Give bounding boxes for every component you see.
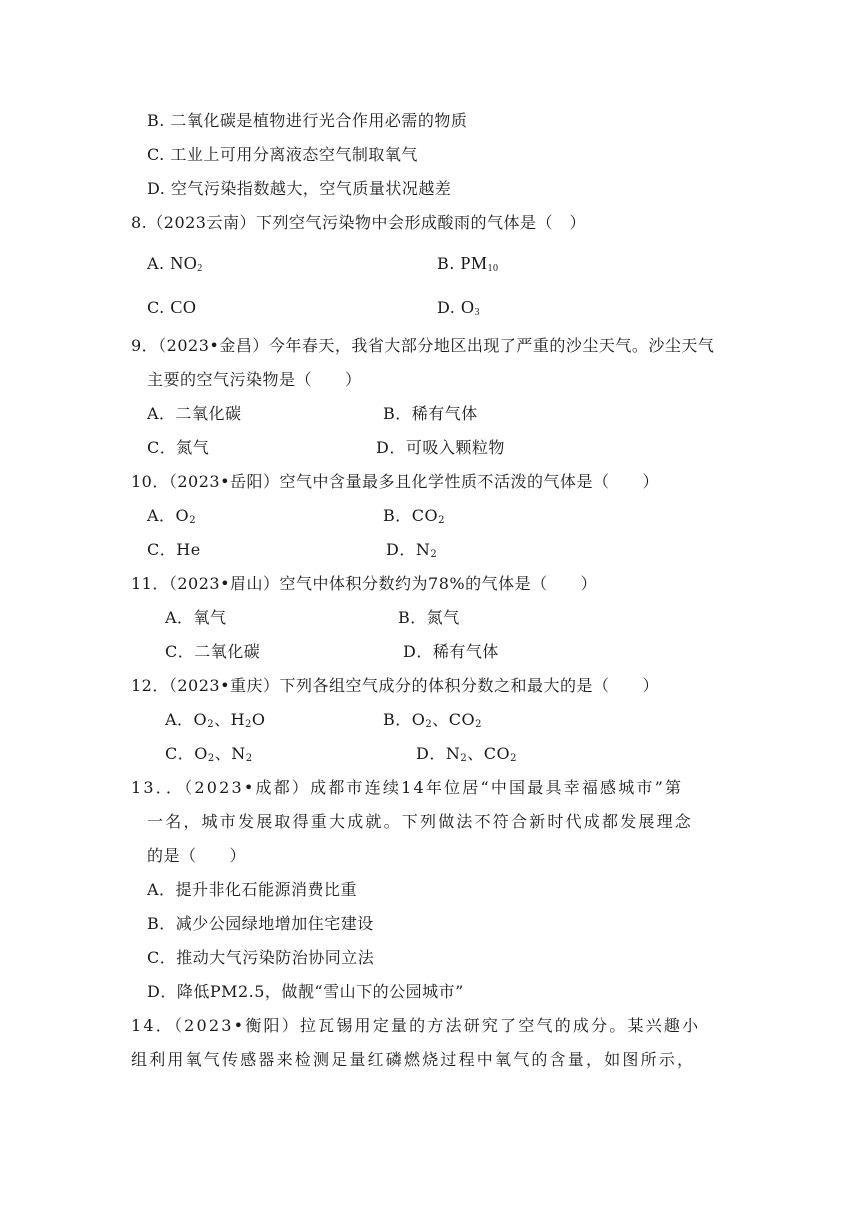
- q10-b-text: B．CO: [383, 506, 439, 525]
- q12-option-a: [165, 709, 266, 731]
- q12-c-text1: C．O: [165, 744, 208, 763]
- q9-option-d: D．可吸入颗粒物: [376, 438, 505, 457]
- q10-a-sub: 2: [189, 515, 197, 526]
- q7-option-c: C. 工业上可用分离液态空气制取氧气: [147, 145, 418, 164]
- q12-option-d: [416, 743, 517, 765]
- q10-d-text: D．N: [386, 540, 431, 559]
- q12-c-text2: 、N: [214, 744, 246, 763]
- q10-option-b: [383, 505, 445, 527]
- q11-option-d: D．稀有气体: [403, 642, 499, 661]
- q13-option-b: B．减少公园绿地增加住宅建设: [147, 914, 374, 933]
- q8-option-d: [437, 296, 480, 319]
- q12-stem: 12．（2023•重庆）下列各组空气成分的体积分数之和最大的是（ ）: [131, 676, 660, 695]
- q14-stem-line1: 14．（2023•衡阳）拉瓦锡用定量的方法研究了空气的成分。某兴趣小: [131, 1016, 701, 1035]
- q12-d-text1: D．N: [416, 744, 461, 763]
- q12-a-text2: 、H: [214, 710, 246, 729]
- q8-option-c-letter: C.: [147, 298, 165, 317]
- q12-d-sub1: 2: [460, 753, 468, 764]
- q12-b-text1: B．O: [383, 710, 426, 729]
- q13-stem-line3: 的是（ ）: [147, 846, 247, 865]
- q10-d-sub: 2: [430, 549, 438, 560]
- q12-c-sub2: 2: [245, 753, 253, 764]
- q9-stem-line2: 主要的空气污染物是（ ）: [147, 370, 362, 389]
- q8-d-main: O: [460, 297, 475, 317]
- q12-b-sub1: 2: [425, 719, 433, 730]
- q8-option-c-formula: CO: [170, 297, 197, 317]
- q9-option-c: C．氮气: [147, 438, 210, 457]
- q10-option-c: C．He: [147, 540, 201, 559]
- q12-a-text3: O: [251, 710, 266, 729]
- q10-b-sub: 2: [438, 515, 445, 526]
- q14-stem-line2: 组利用氧气传感器来检测足量红磷燃烧过程中氧气的含量，如图所示，: [131, 1050, 696, 1069]
- q8-stem: 8.（2023云南）下列空气污染物中会形成酸雨的气体是（ ）: [131, 213, 586, 232]
- q12-a-sub1: 2: [207, 719, 215, 730]
- q11-stem: 11．（2023•眉山）空气中体积分数约为78%的气体是（ ）: [131, 574, 598, 593]
- q13-stem-line2: 一名，城市发展取得重大成就。下列做法不符合新时代成都发展理念: [147, 812, 694, 831]
- q8-b-sub: 10: [487, 263, 499, 274]
- q12-b-sub2: 2: [475, 719, 483, 730]
- q8-option-a: [147, 252, 203, 275]
- q10-stem: 10．（2023•岳阳）空气中含量最多且化学性质不活泼的气体是（ ）: [131, 472, 660, 491]
- q11-option-c: C．二氧化碳: [165, 642, 261, 661]
- q8-d-sub: 3: [474, 307, 480, 318]
- q12-a-sub2: 2: [245, 719, 252, 730]
- q12-d-sub2: 2: [510, 753, 517, 764]
- q8-option-a-formula: [170, 253, 203, 273]
- q12-d-text2: 、CO: [467, 744, 511, 763]
- q13-option-a: A．提升非化石能源消费比重: [147, 880, 358, 899]
- q12-c-sub1: 2: [207, 753, 215, 764]
- q10-a-text: A．O: [147, 506, 190, 525]
- q13-stem-line1: 13．．（2023•成都）成都市连续14年位居“中国最具幸福感城市”第: [131, 778, 684, 797]
- q8-a-main: NO: [170, 253, 198, 273]
- q8-b-main: PM: [460, 253, 488, 273]
- q12-a-text1: A．O: [165, 710, 208, 729]
- q8-option-c: [147, 296, 196, 319]
- q7-option-b: B. 二氧化碳是植物进行光合作用必需的物质: [147, 111, 468, 130]
- q9-option-a: A．二氧化碳: [147, 404, 242, 423]
- q8-option-b: [437, 252, 498, 275]
- q8-a-sub: 2: [197, 263, 203, 274]
- q8-option-b-letter: B.: [437, 254, 455, 273]
- q8-option-b-formula: [460, 253, 498, 273]
- q12-option-b: [383, 709, 482, 731]
- q13-option-d: D．降低PM2.5，做靓“雪山下的公园城市”: [147, 982, 464, 1001]
- q7-option-d: D. 空气污染指数越大，空气质量状况越差: [147, 179, 452, 198]
- q11-option-a: A．氧气: [165, 608, 227, 627]
- q13-option-c: C．推动大气污染防治协同立法: [147, 948, 375, 967]
- q8-option-d-formula: [461, 297, 480, 317]
- q11-option-b: B．氮气: [398, 608, 460, 627]
- q9-option-b: B．稀有气体: [383, 404, 478, 423]
- q10-option-d: [386, 539, 437, 561]
- q8-option-d-letter: D.: [437, 298, 456, 317]
- q10-option-a: [147, 505, 196, 527]
- q12-b-text2: 、CO: [432, 710, 476, 729]
- q12-option-c: [165, 743, 253, 765]
- q8-option-a-letter: A.: [147, 254, 165, 273]
- q9-stem-line1: 9．（2023•金昌）今年春天，我省大部分地区出现了严重的沙尘天气。沙尘天气: [131, 336, 715, 355]
